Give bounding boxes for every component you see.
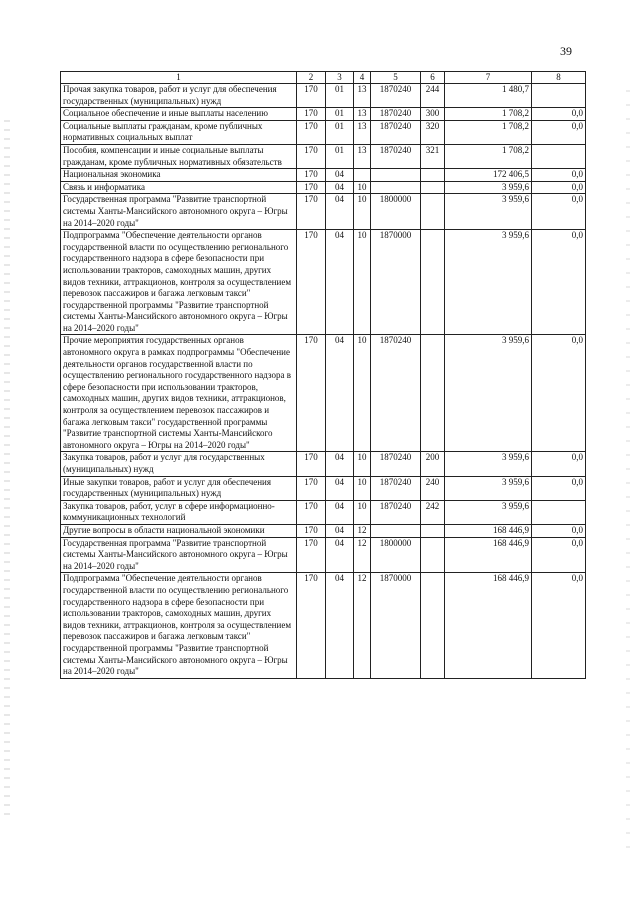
column-8-value: 0,0 — [532, 476, 586, 500]
target-article-code: 1870000 — [371, 573, 421, 678]
admin-code: 170 — [297, 169, 326, 182]
admin-code: 170 — [297, 181, 326, 194]
amount-value: 1 708,2 — [445, 144, 532, 168]
admin-code: 170 — [297, 84, 326, 108]
target-article-code: 1800000 — [371, 537, 421, 573]
amount-value: 3 959,6 — [445, 194, 532, 230]
target-article-code: 1870240 — [371, 120, 421, 144]
expense-type-code: 300 — [421, 108, 445, 121]
target-article-code: 1870240 — [371, 476, 421, 500]
page-number: 39 — [560, 44, 572, 58]
table-body — [61, 84, 586, 679]
subsection-code: 12 — [354, 537, 371, 573]
expense-type-code — [421, 524, 445, 537]
amount-value: 172 406,5 — [445, 169, 532, 182]
admin-code: 170 — [297, 537, 326, 573]
column-8-value — [532, 144, 586, 168]
scan-margin-artifact — [4, 120, 10, 820]
subsection-code: 10 — [354, 181, 371, 194]
subsection-code: 13 — [354, 108, 371, 121]
table-row — [61, 524, 586, 537]
section-code: 01 — [326, 144, 354, 168]
table-row — [61, 181, 586, 194]
subsection-code: 10 — [354, 230, 371, 335]
amount-value: 1 708,2 — [445, 108, 532, 121]
section-code: 04 — [326, 476, 354, 500]
column-8-value — [532, 500, 586, 524]
amount-value: 3 959,6 — [445, 230, 532, 335]
target-article-code: 1870240 — [371, 500, 421, 524]
subsection-code: 12 — [354, 573, 371, 678]
amount-value: 3 959,6 — [445, 500, 532, 524]
column-8-value: 0,0 — [532, 452, 586, 476]
item-name: Прочие мероприятия государственных органов автономного округа в рамках подпрограммы "Обеспечение деятельности органов государственной власти по осуществлению регионального государственного надзора в сфере безопасности при использовании тракторов, самоходных машин, других видов техники, аттракционов, контроля за осуществлением перевозок пассажиров и багажа легковым такси" государственной программы "Развитие транспортной системы Ханты-Мансийского автономного округа – Югры на 2014–2020 годы" — [61, 335, 297, 452]
item-name: Национальная экономика — [61, 169, 297, 182]
section-code: 01 — [326, 84, 354, 108]
amount-value: 168 446,9 — [445, 524, 532, 537]
header-row — [61, 72, 586, 84]
expense-type-code: 242 — [421, 500, 445, 524]
item-name: Связь и информатика — [61, 181, 297, 194]
admin-code: 170 — [297, 230, 326, 335]
amount-value: 168 446,9 — [445, 537, 532, 573]
target-article-code — [371, 169, 421, 182]
admin-code: 170 — [297, 573, 326, 678]
section-code: 04 — [326, 537, 354, 573]
section-code: 04 — [326, 169, 354, 182]
subsection-code: 13 — [354, 84, 371, 108]
expense-type-code — [421, 230, 445, 335]
subsection-code: 12 — [354, 524, 371, 537]
table-row — [61, 230, 586, 335]
section-code: 01 — [326, 120, 354, 144]
section-code: 04 — [326, 452, 354, 476]
header-cell-8: 8 — [532, 72, 586, 84]
item-name: Государственная программа "Развитие транспортной системы Ханты-Мансийского автономного округа – Югры на 2014–2020 годы" — [61, 194, 297, 230]
column-8-value: 0,0 — [532, 120, 586, 144]
target-article-code: 1870240 — [371, 84, 421, 108]
amount-value: 3 959,6 — [445, 452, 532, 476]
amount-value: 3 959,6 — [445, 181, 532, 194]
section-code: 04 — [326, 230, 354, 335]
admin-code: 170 — [297, 194, 326, 230]
item-name: Иные закупки товаров, работ и услуг для обеспечения государственных (муниципальных) нужд — [61, 476, 297, 500]
table-row — [61, 476, 586, 500]
item-name: Социальное обеспечение и иные выплаты населению — [61, 108, 297, 121]
table-row — [61, 144, 586, 168]
item-name: Социальные выплаты гражданам, кроме публичных нормативных социальных выплат — [61, 120, 297, 144]
target-article-code: 1870240 — [371, 335, 421, 452]
column-8-value: 0,0 — [532, 537, 586, 573]
table-row — [61, 500, 586, 524]
section-code: 04 — [326, 573, 354, 678]
column-8-value: 0,0 — [532, 169, 586, 182]
column-8-value: 0,0 — [532, 194, 586, 230]
subsection-code: 10 — [354, 335, 371, 452]
target-article-code: 1870240 — [371, 144, 421, 168]
target-article-code — [371, 524, 421, 537]
scan-edge-artifact — [626, 90, 630, 850]
header-cell-4: 4 — [354, 72, 371, 84]
table-row — [61, 120, 586, 144]
header-cell-2: 2 — [297, 72, 326, 84]
budget-table — [60, 71, 586, 679]
header-cell-3: 3 — [326, 72, 354, 84]
table-row — [61, 335, 586, 452]
header-cell-7: 7 — [445, 72, 532, 84]
item-name: Закупка товаров, работ и услуг для государственных (муниципальных) нужд — [61, 452, 297, 476]
expense-type-code: 320 — [421, 120, 445, 144]
subsection-code: 10 — [354, 500, 371, 524]
section-code: 04 — [326, 194, 354, 230]
expense-type-code — [421, 573, 445, 678]
target-article-code: 1870240 — [371, 452, 421, 476]
column-8-value — [532, 84, 586, 108]
header-cell-1: 1 — [61, 72, 297, 84]
expense-type-code — [421, 181, 445, 194]
header-cell-5: 5 — [371, 72, 421, 84]
section-code: 04 — [326, 181, 354, 194]
item-name: Другие вопросы в области национальной экономики — [61, 524, 297, 537]
header-cell-6: 6 — [421, 72, 445, 84]
section-code: 04 — [326, 500, 354, 524]
item-name: Пособия, компенсации и иные социальные выплаты гражданам, кроме публичных нормативных обязательств — [61, 144, 297, 168]
expense-type-code: 244 — [421, 84, 445, 108]
column-8-value: 0,0 — [532, 335, 586, 452]
item-name: Закупка товаров, работ, услуг в сфере информационно-коммуникационных технологий — [61, 500, 297, 524]
subsection-code: 10 — [354, 194, 371, 230]
admin-code: 170 — [297, 108, 326, 121]
table-row — [61, 452, 586, 476]
target-article-code: 1870000 — [371, 230, 421, 335]
admin-code: 170 — [297, 120, 326, 144]
column-8-value: 0,0 — [532, 573, 586, 678]
table-row — [61, 194, 586, 230]
table-row — [61, 108, 586, 121]
admin-code: 170 — [297, 500, 326, 524]
expense-type-code — [421, 335, 445, 452]
target-article-code: 1870240 — [371, 108, 421, 121]
amount-value: 1 480,7 — [445, 84, 532, 108]
subsection-code: 10 — [354, 452, 371, 476]
item-name: Подпрограмма "Обеспечение деятельности органов государственной власти по осуществлению регионального государственного надзора в сфере безопасности при использовании тракторов, самоходных машин, других видов техники, аттракционов, контроля за осуществлением перевозок пассажиров и багажа легковым такси" государственной программы "Развитие транспортной системы Ханты-Мансийского автономного округа – Югры на 2014–2020 годы" — [61, 230, 297, 335]
amount-value: 3 959,6 — [445, 335, 532, 452]
target-article-code — [371, 181, 421, 194]
table-row — [61, 573, 586, 678]
column-8-value: 0,0 — [532, 181, 586, 194]
expense-type-code: 321 — [421, 144, 445, 168]
subsection-code: 10 — [354, 476, 371, 500]
amount-value: 3 959,6 — [445, 476, 532, 500]
admin-code: 170 — [297, 452, 326, 476]
expense-type-code: 240 — [421, 476, 445, 500]
section-code: 01 — [326, 108, 354, 121]
amount-value: 1 708,2 — [445, 120, 532, 144]
column-8-value: 0,0 — [532, 524, 586, 537]
expense-type-code — [421, 169, 445, 182]
target-article-code: 1800000 — [371, 194, 421, 230]
admin-code: 170 — [297, 476, 326, 500]
admin-code: 170 — [297, 524, 326, 537]
section-code: 04 — [326, 335, 354, 452]
expense-type-code: 200 — [421, 452, 445, 476]
column-8-value: 0,0 — [532, 108, 586, 121]
item-name: Прочая закупка товаров, работ и услуг для обеспечения государственных (муниципальных) нужд — [61, 84, 297, 108]
subsection-code: 13 — [354, 144, 371, 168]
table-row — [61, 84, 586, 108]
item-name: Государственная программа "Развитие транспортной системы Ханты-Мансийского автономного округа – Югры на 2014–2020 годы" — [61, 537, 297, 573]
expense-type-code — [421, 537, 445, 573]
admin-code: 170 — [297, 335, 326, 452]
expense-type-code — [421, 194, 445, 230]
item-name: Подпрограмма "Обеспечение деятельности органов государственной власти по осуществлению регионального государственного надзора в сфере безопасности при использовании тракторов, самоходных машин, других видов техники, аттракционов, контроля за осуществлением перевозок пассажиров и багажа легковым такси" государственной программы "Развитие транспортной системы Ханты-Мансийского автономного округа – Югры на 2014–2020 годы" — [61, 573, 297, 678]
subsection-code — [354, 169, 371, 182]
admin-code: 170 — [297, 144, 326, 168]
table-row — [61, 169, 586, 182]
subsection-code: 13 — [354, 120, 371, 144]
column-8-value: 0,0 — [532, 230, 586, 335]
table-row — [61, 537, 586, 573]
amount-value: 168 446,9 — [445, 573, 532, 678]
section-code: 04 — [326, 524, 354, 537]
